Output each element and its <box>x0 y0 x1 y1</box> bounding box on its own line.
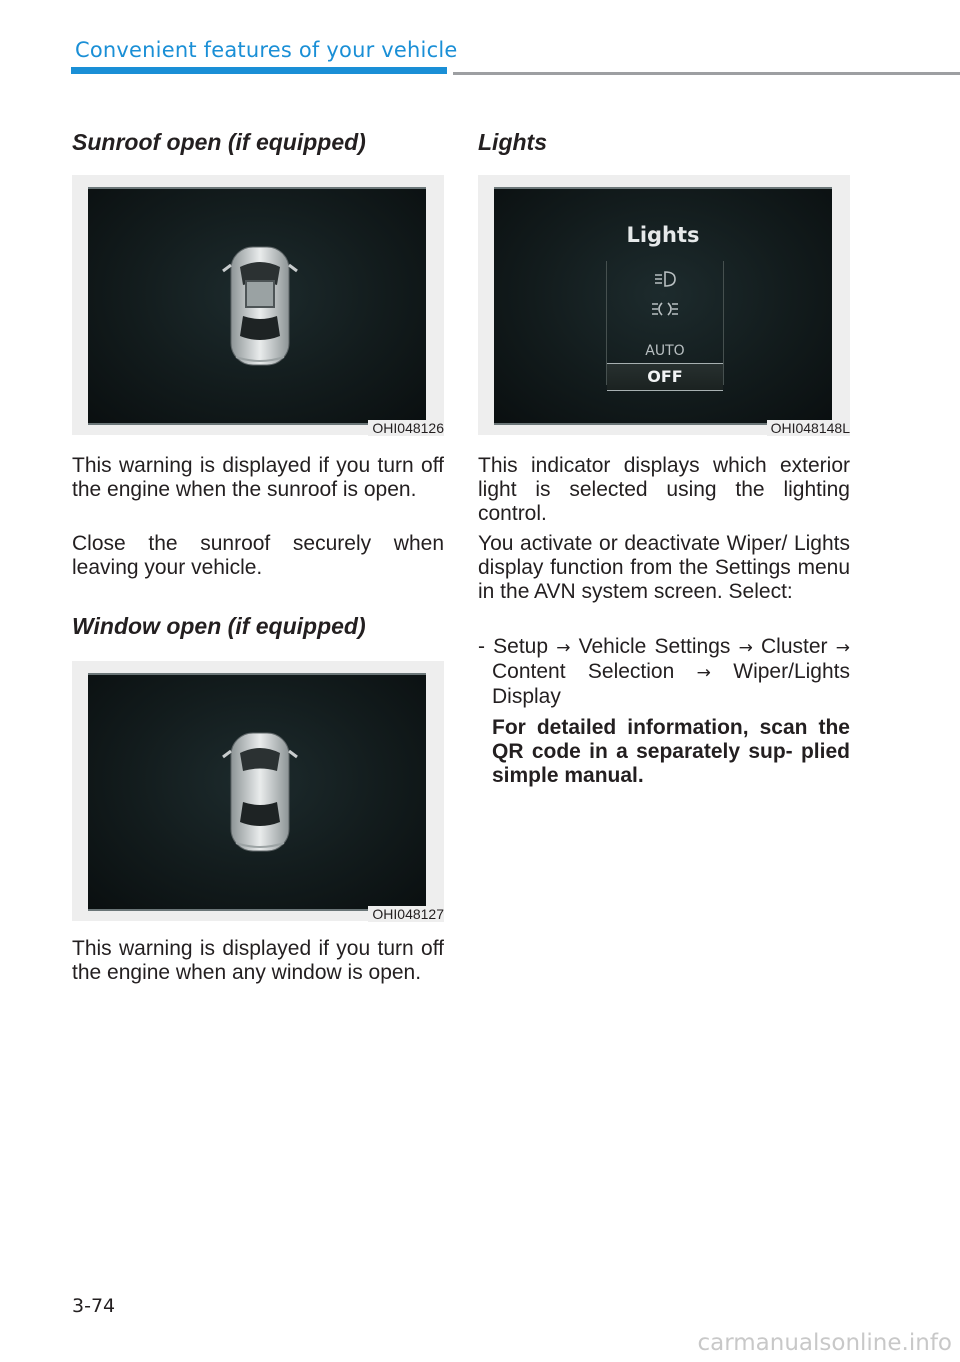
figure-code: OHI048126 <box>368 420 444 436</box>
lights-paragraph-2: You activate or deactivate Wiper/ Lights display function from the Settings menu in the AVN system screen. Select: <box>478 532 850 603</box>
lights-paragraph-1: This indicator displays which exterior light is selected using the lighting control. <box>478 454 850 525</box>
sunroof-heading: Sunroof open (if equipped) <box>72 129 366 155</box>
lights-option-menu <box>606 261 724 385</box>
car-window-open-icon <box>88 675 426 909</box>
lights-menu-path <box>478 635 850 709</box>
page-number: 3-74 <box>72 1295 116 1317</box>
position-lamp-icon <box>649 299 681 319</box>
sunroof-paragraph-1: This warning is displayed if you turn off the engine when the sunroof is open. <box>72 454 444 501</box>
chapter-rule <box>453 72 960 75</box>
lights-option-auto: AUTO <box>645 343 685 359</box>
arrow-icon: → <box>696 663 711 683</box>
arrow-icon: → <box>556 638 571 658</box>
figure-code: OHI048148L <box>767 420 850 436</box>
arrow-icon: → <box>738 638 753 658</box>
site-watermark: carmanualsonline.info <box>697 1330 952 1356</box>
step-content-selection: Content Selection <box>492 660 675 683</box>
step-wiper-lights-display: Wiper/Lights Display <box>492 660 850 708</box>
lights-heading: Lights <box>478 129 547 155</box>
figure-code: OHI048127 <box>368 906 444 922</box>
lights-option-off-selected: OFF <box>607 363 723 391</box>
lights-screen-title: Lights <box>626 223 700 247</box>
window-cluster-screen <box>88 673 426 911</box>
arrow-icon: → <box>835 638 850 658</box>
qr-code-note: For detailed information, scan the QR code in a separately sup- plied simple manual. <box>492 716 850 787</box>
window-heading: Window open (if equipped) <box>72 613 366 639</box>
window-paragraph-1: This warning is displayed if you turn off the engine when any window is open. <box>72 937 444 984</box>
lights-cluster-screen <box>494 187 832 425</box>
chapter-accent-bar <box>71 67 447 74</box>
step-cluster: Cluster <box>761 635 828 658</box>
sunroof-figure <box>72 175 444 435</box>
window-figure <box>72 661 444 921</box>
low-beam-icon <box>651 269 679 289</box>
chapter-title: Convenient features of your vehicle <box>75 38 458 62</box>
step-vehicle-settings: Vehicle Settings <box>578 635 731 658</box>
sunroof-paragraph-2: Close the sunroof securely when leaving your vehicle. <box>72 532 444 579</box>
lights-figure <box>478 175 850 435</box>
car-sunroof-open-icon <box>88 189 426 423</box>
step-setup: - Setup <box>478 635 549 658</box>
sunroof-cluster-screen <box>88 187 426 425</box>
